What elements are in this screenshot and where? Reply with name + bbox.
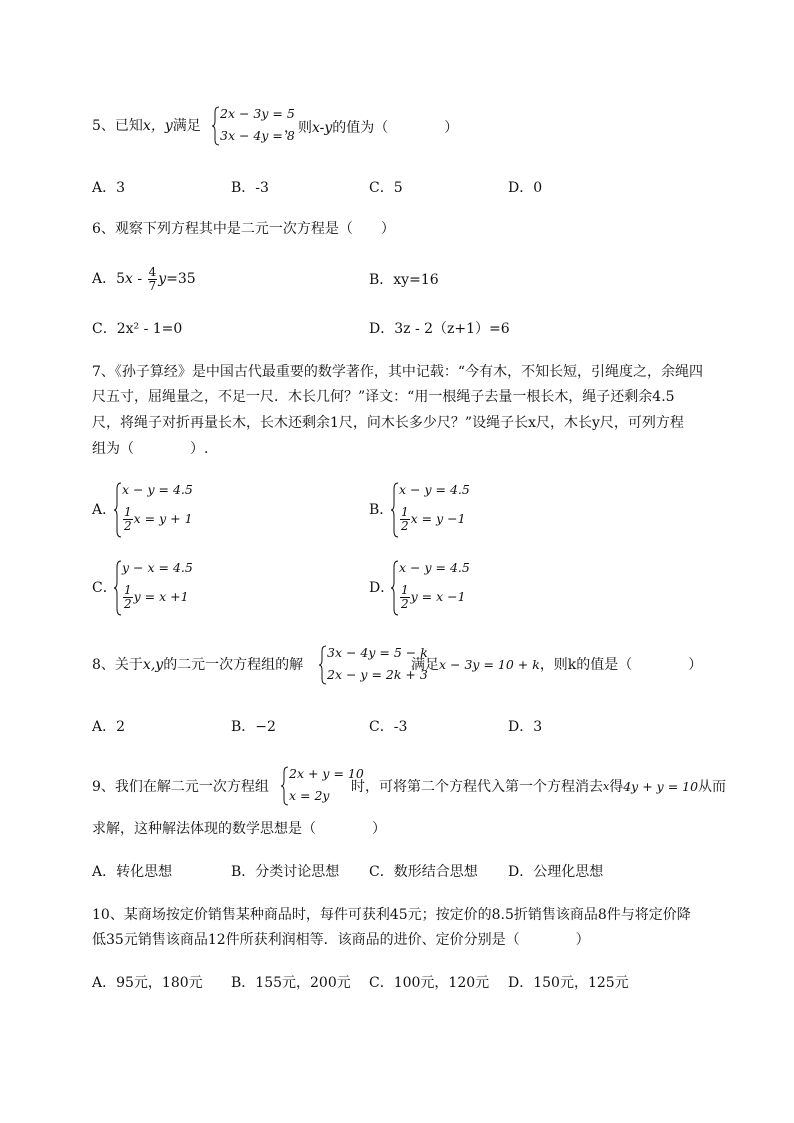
q7-option-a-system: x − y = 4.5 $\frac{1}{2}$ x = y + 1 xyxy=(114,482,234,542)
brace-icon xyxy=(281,766,289,806)
q5-prefix: 5、已知 xyxy=(92,118,143,134)
q7-line1: 7、《孙子算经》是中国古代最重要的数学著作，其中记载：“今有木，不知长短，引绳度之，余绳四 xyxy=(92,364,704,380)
q8-equation-system xyxy=(319,645,428,689)
q7-option-c-label: C． xyxy=(92,580,117,596)
q8-option-b: B．−2 xyxy=(231,719,276,735)
q10-option-a: A．95元，180元 xyxy=(92,975,203,991)
q10-line1: 10、某商场按定价销售某种商品时，每件可获利45元；按定价的8.5折销售该商品8件与将定价降 xyxy=(92,907,691,923)
q7-option-d-system: x − y = 4.5 $\frac{1}{2}$ y = x −1 xyxy=(391,560,511,620)
q7-option-a-label: A． xyxy=(92,502,117,518)
q7-option-b-system: x − y = 4.5 $\frac{1}{2}$ x = y −1 xyxy=(391,482,511,542)
q7-option-c-system: y − x = 4.5 $\frac{1}{2}$ y = x +1 xyxy=(114,560,234,620)
question-9-stem: 9、我们在解二元一次方程组 xyxy=(92,779,269,795)
q5-suffix: ，则x-y的值为（ ） xyxy=(284,120,459,136)
q6-option-a: A．5x - $\frac{4}{7}$ y=35 xyxy=(92,264,196,293)
brace-icon xyxy=(114,560,122,616)
question-8-stem: 8、关于x,y的二元一次方程组的解 xyxy=(92,657,304,673)
brace-icon xyxy=(114,482,122,538)
q6-option-b: B．xy=16 xyxy=(369,272,439,288)
q10-line2: 低35元销售该商品12件所获利润相等．该商品的进价、定价分别是（ ） xyxy=(92,932,590,948)
q7-option-b-label: B． xyxy=(369,502,394,518)
q7-line2: 尺五寸，屈绳量之，不足一尺．木长几何？”译文：“用一根绳子去量一根长木，绳子还剩余4.5 xyxy=(92,389,675,405)
q9-equation-system xyxy=(281,766,364,810)
q5-option-b: B．-3 xyxy=(231,180,269,196)
q5-equation-system xyxy=(212,106,295,150)
q10-option-b: B．155元，200元 xyxy=(231,975,351,991)
q6-option-c: C．2x² - 1=0 xyxy=(92,321,183,337)
q7-option-d-label: D． xyxy=(369,580,395,596)
q9-option-d: D．公理化思想 xyxy=(508,864,604,880)
q9-result: 4y + y = 10 xyxy=(623,779,699,794)
q10-option-d: D．150元，125元 xyxy=(508,975,629,991)
q9-mid: 时，可将第二个方程代入第一个方程消去$^x$得4y + y = 10从而 xyxy=(351,779,727,795)
q5-option-c: C．5 xyxy=(369,180,403,196)
q5-vars: x，y xyxy=(142,118,173,134)
q8-eq1: 3x − 4y = 5 − k xyxy=(327,645,428,660)
q5-mid: 满足 xyxy=(172,118,201,134)
question-6-stem: 6、观察下列方程其中是二元一次方程是（ ） xyxy=(92,221,395,237)
q8-option-c: C．-3 xyxy=(369,719,408,735)
q8-condition: x − 3y = 10 + k xyxy=(439,657,540,672)
q6-fraction: $\frac{4}{7}$ xyxy=(148,264,157,293)
q10-option-c: C．100元，120元 xyxy=(369,975,490,991)
q9-line2: 求解，这种解法体现的数学思想是（ ） xyxy=(92,821,386,837)
q5-option-a: A．3 xyxy=(92,180,126,196)
question-5-stem xyxy=(92,116,201,140)
brace-icon xyxy=(212,106,220,146)
q9-option-a: A．转化思想 xyxy=(92,864,173,880)
q9-eq2: x = 2y xyxy=(289,788,330,803)
brace-icon xyxy=(391,560,399,616)
brace-icon xyxy=(319,645,327,685)
q7-line3: 尺，将绳子对折再量长木，长木还剩余1尺，问木长多少尺？”设绳子长x尺，木长y尺，可列方程 xyxy=(92,415,684,431)
q9-eq1: 2x + y = 10 xyxy=(289,766,364,781)
q8-eq2: 2x − y = 2k + 3 xyxy=(327,667,428,682)
q8-suffix: 满足x − 3y = 10 + k，则k的值是（ ） xyxy=(411,657,703,673)
q5-expr: x-y xyxy=(312,120,333,136)
q5-eq1: 2x − 3y = 5 xyxy=(220,106,295,121)
q8-option-d: D．3 xyxy=(508,719,543,735)
q8-vars: x,y xyxy=(142,657,164,673)
q8-option-a: A．2 xyxy=(92,719,126,735)
q5-option-d: D．0 xyxy=(508,180,543,196)
q5-eq2: 3x − 4y = 8 xyxy=(220,128,295,143)
q6-option-d: D．3z - 2（z+1）=6 xyxy=(369,321,510,337)
q9-option-b: B．分类讨论思想 xyxy=(231,864,340,880)
q7-line4: 组为（ ）. xyxy=(92,441,209,457)
q9-option-c: C．数形结合思想 xyxy=(369,864,478,880)
brace-icon xyxy=(391,482,399,538)
